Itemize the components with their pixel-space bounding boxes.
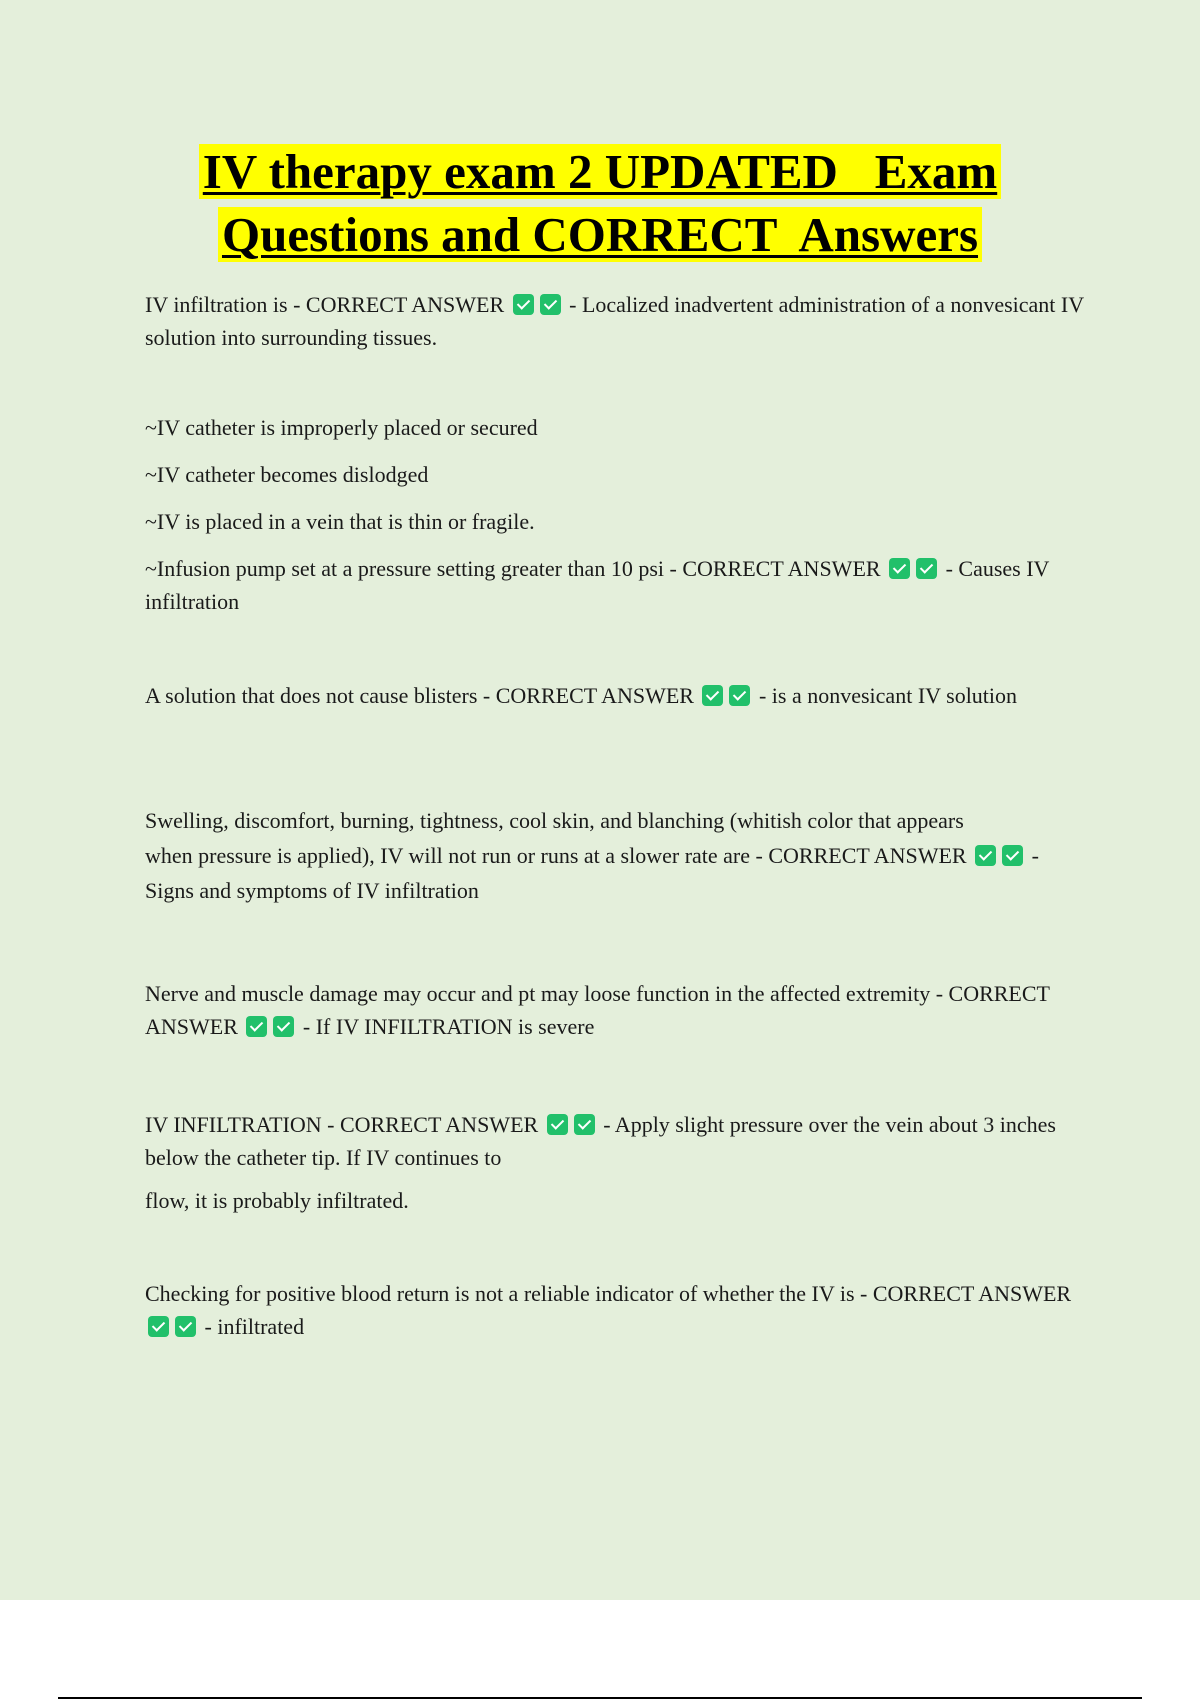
check-mark-icon (540, 294, 561, 315)
check-mark-icon (916, 558, 937, 579)
answer-text: - If IV INFILTRATION is severe (302, 1014, 595, 1039)
answer-text: - is a nonvesicant IV solution (758, 683, 1018, 708)
question-text-line-2: when pressure is applied), IV will not run or runs at a slower rate are - CORRECT ANSWER (145, 843, 967, 868)
check-mark-icon (702, 685, 723, 706)
answer-text: - Localized inadvertent administration of a nonvesicant IV solution into surrounding tissues. (145, 292, 1084, 350)
qa-item (145, 1277, 1085, 1343)
question-text: A solution that does not cause blisters - CORRECT ANSWER (145, 683, 694, 708)
check-mark-icon (547, 1114, 568, 1135)
answer-text: - Signs and symptoms of IV infiltration (145, 843, 1039, 903)
check-mark-icon (1002, 845, 1023, 866)
qa-item (145, 977, 1085, 1043)
check-mark-icon (246, 1016, 267, 1037)
question-text: IV INFILTRATION - CORRECT ANSWER (145, 1112, 539, 1137)
title-line-1: IV therapy exam 2 UPDATED Exam (199, 144, 1001, 199)
check-mark-icon (148, 1316, 169, 1337)
question-text: Nerve and muscle damage may occur and pt may loose function in the affected extremity - CORRECT ANSWER (145, 981, 1050, 1039)
question-text-line-1: Swelling, discomfort, burning, tightness, cool skin, and blanching (whitish color that appears (145, 808, 964, 833)
answer-text: - Apply slight pressure over the vein about 3 inches below the catheter tip. If IV continues to (145, 1112, 1056, 1170)
footer-divider (58, 1697, 1142, 1699)
list-item: ~IV is placed in a vein that is thin or fragile. (145, 509, 535, 534)
list-item: ~IV catheter is improperly placed or secured (145, 415, 538, 440)
check-mark-icon (513, 294, 534, 315)
question-text: Checking for positive blood return is not a reliable indicator of whether the IV is - CORRECT ANSWER (145, 1281, 1072, 1306)
answer-text: - infiltrated (204, 1314, 305, 1339)
qa-item (145, 803, 1085, 908)
check-mark-icon (975, 845, 996, 866)
check-mark-icon (889, 558, 910, 579)
answer-continuation: flow, it is probably infiltrated. (145, 1188, 409, 1213)
title-line-2: Questions and CORRECT Answers (218, 207, 982, 262)
answer-text: - Causes IV infiltration (145, 556, 1050, 614)
qa-item (145, 679, 1085, 712)
check-mark-icon (574, 1114, 595, 1135)
qa-item (145, 1108, 1085, 1174)
check-mark-icon (729, 685, 750, 706)
question-text: IV infiltration is - CORRECT ANSWER (145, 292, 505, 317)
document-title (0, 140, 1200, 266)
check-mark-icon (175, 1316, 196, 1337)
qa-item (145, 288, 1085, 354)
question-text: ~Infusion pump set at a pressure setting greater than 10 psi - CORRECT ANSWER (145, 556, 881, 581)
check-mark-icon (273, 1016, 294, 1037)
qa-item (145, 552, 1085, 618)
list-item: ~IV catheter becomes dislodged (145, 462, 429, 487)
